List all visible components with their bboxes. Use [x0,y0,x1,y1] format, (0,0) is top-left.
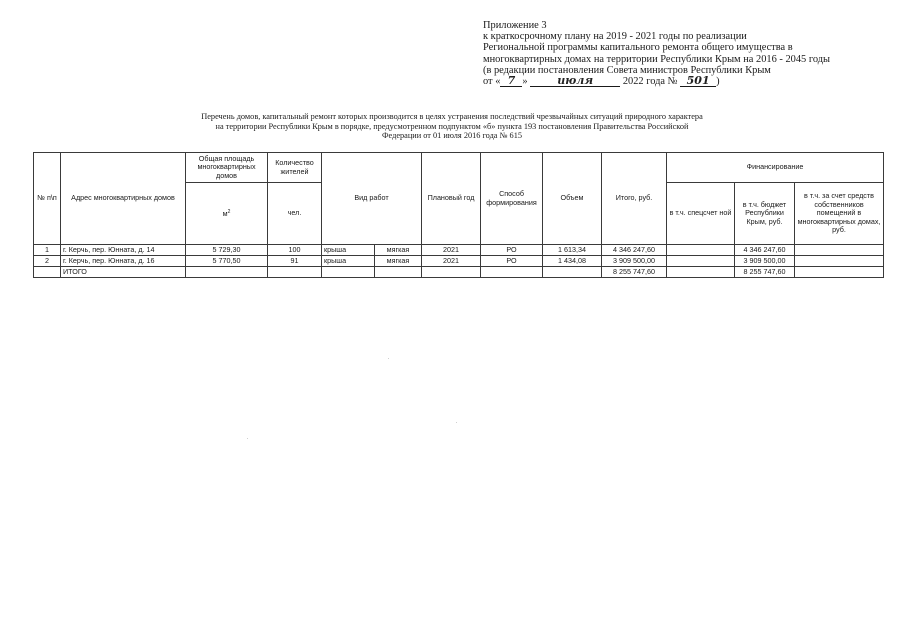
date-prefix: от « [483,76,501,88]
appendix-date-line [483,76,883,87]
cell-year [422,267,481,278]
cell-work-object [322,267,375,278]
cell-owners [795,256,884,267]
cell-work-kind: мягкая [375,245,422,256]
header-formation-method: Способ формирования [481,153,543,245]
header-planned-year: Плановый год [422,153,481,245]
cell-budget: 4 346 247,60 [735,245,795,256]
cell-area: 5 770,50 [186,256,268,267]
title-line-2: на территории Республики Крым в порядке, предусмотренном подпунктом «б» пункта 193 постановления Правительства Российской [215,121,689,131]
appendix-program-line: Региональной программы капитального ремонта общего имущества в [483,42,793,54]
handwritten-month: июля [530,76,620,87]
cell-volume: 1 434,08 [543,256,602,267]
cell-year: 2021 [422,256,481,267]
cell-address: г. Керчь, пер. Юнната, д. 16 [61,256,186,267]
date-year: 2022 года № [622,76,678,88]
appendix-resolution-line: (в редакции постановления Совета министров Республики Крым [483,64,771,76]
appendix-number: Приложение 3 [483,20,547,31]
cell-volume: 1 613,34 [543,245,602,256]
header-fin-owners: в т.ч. за счет средств собственников помещений в многоквартирных домах, руб. [795,183,884,245]
cell-address: г. Керчь, пер. Юнната, д. 14 [61,245,186,256]
header-work-type: Вид работ [322,153,422,245]
header-residents: Количество жителей [268,153,322,183]
handwritten-day: 7 [500,76,522,87]
header-num: № п\п [34,153,61,245]
title-line-1: Перечень домов, капитальный ремонт которых производится в целях устранения последствий чрезвычайных ситуаций природного характера [201,112,703,121]
table-total-row [34,267,884,278]
total-sum: 8 255 747,60 [602,267,667,278]
cell-budget: 3 909 500,00 [735,256,795,267]
cell-num: 1 [34,245,61,256]
cell-total: 3 909 500,00 [602,256,667,267]
cell-work-object: крыша [322,245,375,256]
area-unit-base: м [222,209,228,219]
scan-speck [247,438,248,439]
cell-year: 2021 [422,245,481,256]
houses-table [33,152,884,278]
cell-residents [268,267,322,278]
header-volume: Объем [543,153,602,245]
cell-work-object: крыша [322,256,375,267]
header-total: Итого, руб. [602,153,667,245]
cell-method [481,267,543,278]
table-row [34,256,884,267]
header-address: Адрес многоквартирных домов [61,153,186,245]
cell-num [34,267,61,278]
header-fin-special: в т.ч. спецсчет ной [667,183,735,245]
table-header-row-1 [34,153,884,183]
cell-owners [795,267,884,278]
cell-owners [795,245,884,256]
cell-method: РО [481,256,543,267]
cell-method: РО [481,245,543,256]
cell-special [667,245,735,256]
date-quote-close: » [522,76,528,88]
cell-area: 5 729,30 [186,245,268,256]
header-area: Общая площадь многоквартирных домов [186,153,268,183]
date-close-paren: ) [716,76,720,88]
header-fin-budget: в т.ч. бюджет Республики Крым, руб. [735,183,795,245]
appendix-plan-reference: к краткосрочному плану на 2019 - 2021 годы по реализации [483,31,747,43]
cell-work-kind: мягкая [375,256,422,267]
total-label: ИТОГО [61,267,186,278]
cell-special [667,267,735,278]
cell-residents: 91 [268,256,322,267]
area-unit-superscript: 2 [227,209,231,216]
appendix-header [483,20,883,87]
appendix-territory-line: многоквартирных домах на территории Республики Крым на 2016 - 2045 годы [483,53,830,65]
scan-speck [388,358,389,359]
handwritten-number: 501 [680,76,716,87]
cell-area [186,267,268,278]
total-budget: 8 255 747,60 [735,267,795,278]
cell-work-kind [375,267,422,278]
header-area-unit [186,183,268,245]
cell-total: 4 346 247,60 [602,245,667,256]
scan-speck [456,422,457,423]
header-financing: Финансирование [667,153,884,183]
title-line-3: Федерации от 01 июля 2016 года № 615 [381,131,523,141]
header-residents-unit: чел. [268,183,322,245]
document-title [120,112,784,141]
cell-num: 2 [34,256,61,267]
cell-special [667,256,735,267]
table-row [34,245,884,256]
cell-residents: 100 [268,245,322,256]
cell-volume [543,267,602,278]
